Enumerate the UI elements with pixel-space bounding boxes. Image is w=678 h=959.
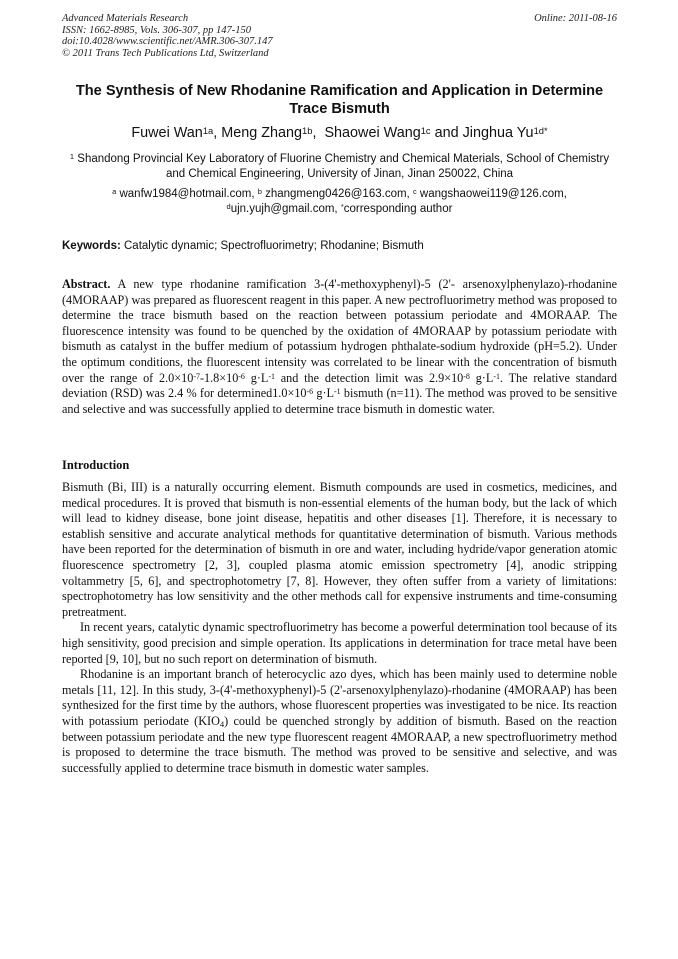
abstract-text: g·L <box>469 370 494 385</box>
affiliation-mark: 1 <box>69 152 75 162</box>
author-name: Fuwei Wan <box>131 125 203 141</box>
author-name: Meng Zhang <box>221 125 303 141</box>
exponent: -1 <box>493 371 500 381</box>
author-name: Jinghua Yu <box>462 125 534 141</box>
author-separator: , <box>312 125 325 141</box>
doi-line: doi:10.4028/www.scientific.net/AMR.306-307.147 <box>62 36 273 47</box>
section-heading: Introduction <box>62 458 130 472</box>
journal-header <box>62 13 617 59</box>
exponent: -7 <box>193 371 200 381</box>
author-list <box>62 124 617 142</box>
abstract-text: . The relative standard deviation (RSD) was 2.4 % for determined1.0×10 <box>62 370 617 401</box>
exponent: -6 <box>238 371 245 381</box>
email-link[interactable]: wangshaowei119@126.com, <box>419 188 567 200</box>
author-affiliation-mark: 1a <box>202 125 214 136</box>
abstract <box>62 277 617 417</box>
abstract-text: A new type rhodanine ramification 3-(4'-methoxyphenyl)-5 (2'- arsenoxylphenylazo)-rhodanine (4MORAAP) was prepared as fluorescent reagent in this paper. A new pectrofluorimetry method was proposed to determine the trace bismuth based on the reaction between potassium periodate and 4MORAAP. The fluorescence intensity was found to be quenched by the oxidation of 4MORAAP by potassium periodate with bismuth as catalyst in the buffer medium of potassium hydrogen phthalate-sodium hydroxide (pH=5.2). Under the optimum conditions, the fluorescent intensity was correlated to be linear with the concentration of bismuth over the range of 2.0×10 <box>62 277 617 385</box>
paragraph-text: Rhodanine is an important branch of heterocyclic azo dyes, which has been mainly used to determine noble metals [11, 12]. In this study, 3-(4'-methoxyphenyl)-5 (2'-arsenoxylphenylazo)-rhodanine (4MORAAP) has been synthesized for the first time by the authors, whose fluorescent properties was investigated to be nice. Its reaction with potassium periodate (KIO <box>62 667 617 728</box>
email-mark: d <box>226 201 231 211</box>
abstract-text: g·L <box>313 386 335 401</box>
email-link[interactable]: wanfw1984@hotmail.com, <box>119 188 255 200</box>
email-mark: b <box>257 187 262 197</box>
email-mark: a <box>112 187 117 197</box>
introduction-body <box>62 480 617 776</box>
email-list <box>62 187 617 216</box>
paragraph-text: ) could be quenched strongly by addition of bismuth. Based on the reaction between potassium periodate and the new type fluorescent reagent 4MORAAP, a new spectrofluorimetry method is proposed to determine the trace bismuth. The method was proved to be sensitive and selective, and was successfully applied to determine trace bismuth in domestic water samples. <box>62 713 617 775</box>
author-separator: , <box>213 125 222 141</box>
abstract-text: and the detection limit was 2.9×10 <box>274 370 464 385</box>
online-date: Online: 2011-08-16 <box>534 13 617 24</box>
corresponding-mark: * <box>340 201 344 211</box>
exponent: -8 <box>463 371 470 381</box>
keywords-text: Catalytic dynamic; Spectrofluorimetry; Rhodanine; Bismuth <box>124 240 424 252</box>
paragraph: In recent years, catalytic dynamic spectrofluorimetry has become a powerful determination tool because of its high sensitivity, good precision and simple operation. Its applications in determination for trace metal have been reported [9, 10], but no such report on determination of bismuth. <box>62 620 617 666</box>
copyright-line: © 2011 Trans Tech Publications Ltd, Switzerland <box>62 47 269 59</box>
email-link[interactable]: ujn.yujh@gmail.com, <box>230 202 338 215</box>
author-name: Shaowei Wang <box>324 125 421 141</box>
issn-line: ISSN: 1662-8985, Vols. 306-307, pp 147-150 <box>62 24 251 36</box>
abstract-text: -1.8×10 <box>199 370 239 385</box>
keywords <box>62 239 617 253</box>
paragraph: Bismuth (Bi, III) is a naturally occurring element. Bismuth compounds are used in cosmetics, medicines, and medical procedures. It is proved that bismuth is non-essential elements of the human body, but the lack of which will lead to kidney disease, bone joint disease, hepatitis and other diseases [1]. Therefore, it is necessary to establish sensitive and accurate analytical methods for quantitative determination of bismuth. Various methods have been reported for the determination of bismuth in ore and water, including hydride/vapor generation atomic fluorescence spectrometry [2, 3], coupled plasma atomic emission spectrometry [4], anodic stripping voltammetry [5, 6], and spectrophotometry [7, 8]. However, they often suffer from a variety of limitations: spectrophotometry has low sensitivity and the other methods call for expensive instruments and time-consuming pretreatment. <box>62 480 617 619</box>
exponent: -6 <box>306 387 314 397</box>
journal-name: Advanced Materials Research <box>62 13 189 24</box>
paragraph <box>62 667 617 776</box>
affiliation <box>62 152 617 181</box>
abstract-text: g·L <box>244 370 269 385</box>
exponent: -1 <box>334 387 341 397</box>
subscript: 4 <box>219 718 225 729</box>
keywords-label: Keywords: <box>62 240 121 252</box>
corresponding-note: corresponding author <box>343 202 453 215</box>
abstract-text: bismuth (n=11). The method was proved to be sensitive and selective and was successfully applied to determine trace bismuth in domestic water. <box>62 386 617 416</box>
affiliation-text: Shandong Provincial Key Laboratory of Fluorine Chemistry and Chemical Materials, School of Chemistry and Chemical Engineering, University of Jinan, Jinan 250022, China <box>77 153 610 180</box>
author-affiliation-mark: 1b <box>302 125 313 136</box>
paper-title: The Synthesis of New Rhodanine Ramification and Application in Determine Trace Bismuth <box>75 83 604 117</box>
author-separator: and <box>430 125 463 141</box>
author-affiliation-mark: 1c <box>420 125 431 136</box>
abstract-label: Abstract. <box>62 277 111 291</box>
email-link[interactable]: zhangmeng0426@163.com, <box>265 188 410 200</box>
exponent: -1 <box>268 371 275 381</box>
author-affiliation-mark: 1d* <box>533 125 548 136</box>
email-mark: c <box>412 187 417 197</box>
